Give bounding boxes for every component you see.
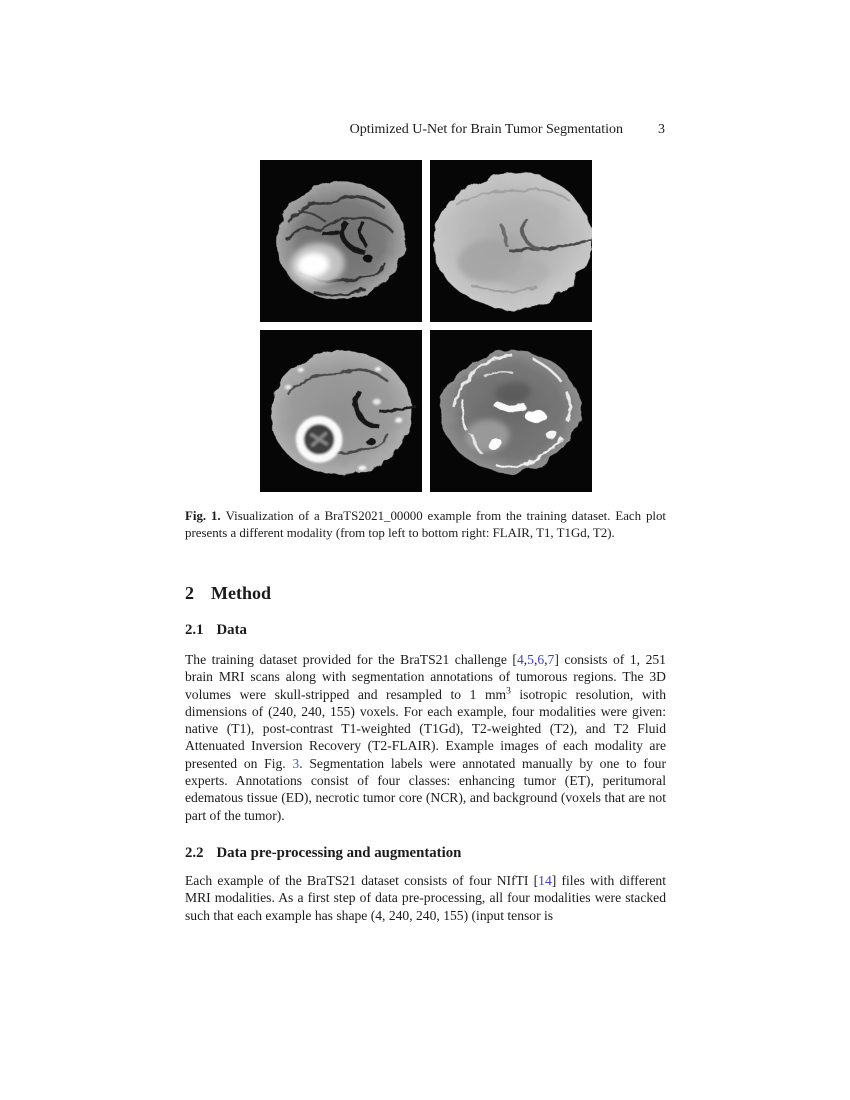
citation-separator: ,	[533, 652, 538, 667]
t1gd-brain-image	[260, 330, 422, 492]
t2-brain-image	[430, 330, 592, 492]
superscript-3: 3	[506, 686, 511, 697]
section-heading-method	[185, 583, 271, 604]
page-number: 3	[658, 122, 665, 137]
subsection-title: Data pre-processing and augmentation	[216, 845, 462, 861]
paragraph-text: ] consists of 1, 251 brain MRI scans along with segmentation annotations of tumorous regions. The 3D volumes were skull-stripped and resampled to 1 mm	[185, 652, 666, 702]
citation-separator: ,	[523, 652, 528, 667]
section-title: Method	[211, 583, 271, 603]
running-head	[185, 122, 665, 138]
figure-caption-text: Visualization of a BraTS2021_00000 example from the training dataset. Each plot presents a different modality (from top left to bottom right: FLAIR, T1, T1Gd, T2).	[185, 509, 666, 540]
figure-caption-label: Fig. 1.	[185, 509, 221, 523]
section-number: 2	[185, 583, 194, 603]
subsection-heading-data	[185, 622, 247, 639]
mri-panel-flair	[260, 160, 422, 322]
running-title: Optimized U-Net for Brain Tumor Segmentation	[349, 122, 623, 137]
paragraph-data	[185, 651, 666, 824]
t1-brain-image	[430, 160, 592, 322]
citation-separator: ,	[544, 652, 548, 667]
citation-link-14[interactable]: 14	[538, 873, 552, 888]
subsection-number: 2.2	[185, 845, 204, 861]
citation-link-5[interactable]: 5	[527, 652, 534, 667]
citation-link-6[interactable]: 6	[537, 652, 545, 667]
figure-1-image-grid	[260, 160, 592, 492]
paragraph-text: isotropic resolution, with dimensions of (240, 240, 155) voxels. For each example, four modalities were given: native (T1), post-contrast T1-weighted (T1Gd), T2-weighted (T2), and T2 Fluid Attenuated Inversion Recovery (T2-FLAIR). Example images of each modality are presented on Fig.	[185, 686, 666, 771]
citation-link-7[interactable]: 7	[547, 652, 555, 667]
figure-caption	[185, 508, 666, 542]
figure-3-link[interactable]: 3	[292, 755, 300, 771]
mri-panel-t1	[430, 160, 592, 322]
citation-link-4[interactable]: 4	[516, 652, 524, 667]
mri-panel-t1gd	[260, 330, 422, 492]
mri-panel-t2	[430, 330, 592, 492]
subsection-number: 2.1	[185, 622, 204, 638]
subsection-title: Data	[216, 622, 247, 638]
paragraph-preprocessing	[185, 872, 666, 924]
flair-brain-image	[260, 160, 422, 322]
paragraph-text: The training dataset provided for the BraTS21 challenge [	[185, 652, 517, 667]
paragraph-text: . Segmentation labels were annotated manually by one to four experts. Annotations consist of four classes: enhancing tumor (ET), peritumoral edematous tissue (ED), necrotic tumor core (NCR), and background (voxels that are not part of the tumor).	[185, 755, 666, 823]
subsection-heading-preprocessing	[185, 845, 461, 862]
paragraph-text: ] files with different MRI modalities. As a first step of data pre-processing, all four modalities were stacked such that each example has shape (4, 240, 240, 155) (input tensor is	[185, 873, 666, 923]
paragraph-text: Each example of the BraTS21 dataset consists of four NIfTI [	[185, 873, 539, 888]
